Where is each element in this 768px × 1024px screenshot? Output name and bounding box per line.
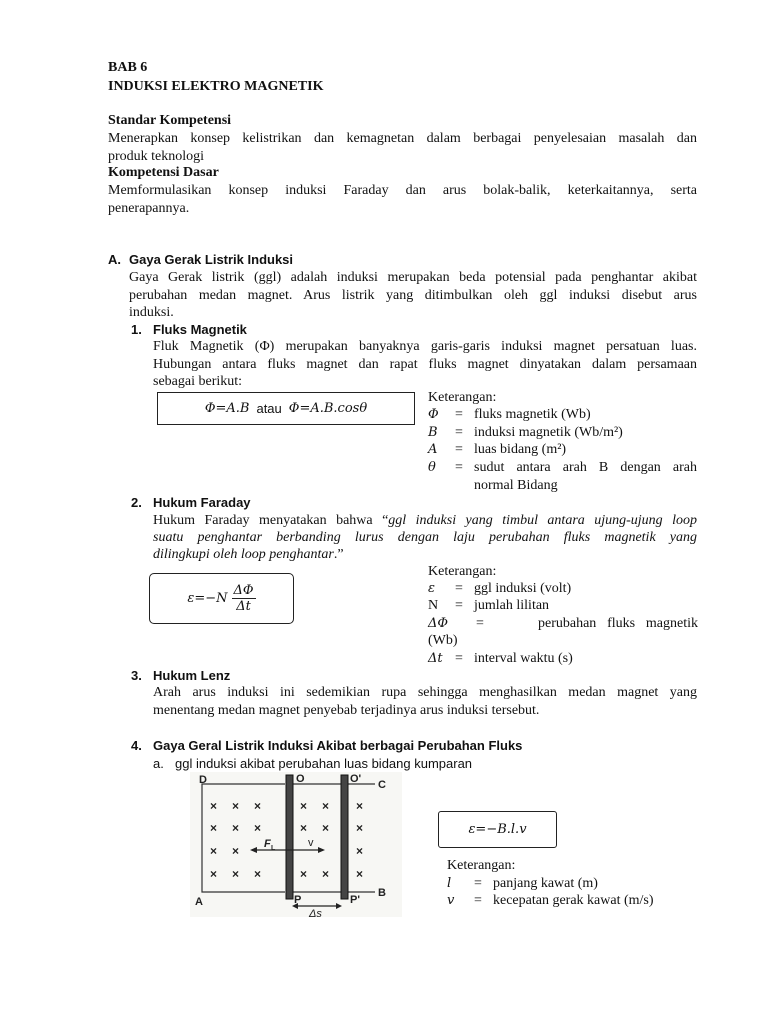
legend-symbol: B (428, 425, 438, 440)
label-force-sub: L (271, 845, 276, 852)
field-cross: × (254, 821, 262, 835)
s4-sub-label: a. (153, 756, 164, 771)
legend-text: jumlah lilitan (474, 598, 550, 613)
s3-line: menentang medan magnet penyebab terjadinya arus induksi tersebut. (153, 703, 540, 718)
s1-num: 1. (131, 322, 142, 337)
label-o: O (296, 773, 305, 785)
formula-lhs: ε=−N (187, 591, 228, 606)
s1-line: sebagai berikut: (153, 374, 243, 389)
s2-heading: Hukum Faraday (153, 495, 251, 510)
label-d: D (199, 774, 207, 786)
legend-text: sudut antara arah B dengan arah (474, 460, 697, 475)
field-cross: × (300, 821, 308, 835)
section-a-label: A. (108, 252, 121, 267)
standar-line: produk teknologi (108, 149, 205, 164)
s2-intro: Hukum Faraday menyatakan bahwa “ (153, 513, 389, 528)
rod-p (286, 775, 293, 899)
standar-line: Menerapkan konsep kelistrikan dan kemagnetan dalam berbagai penyelesaian masalah dan (108, 131, 697, 146)
s1-line: Hubungan antara fluks magnet dan rapat fluks magnet dinyatakan dalam persamaan (153, 357, 697, 372)
legend-text: perubahan fluks magnetik (538, 616, 698, 631)
s2-end: .” (333, 547, 344, 562)
label-velocity: v (308, 837, 314, 849)
s2-quote: suatu penghantar berbanding lurus dengan laju perubahan fluks magnetik yang (153, 530, 697, 545)
label-c: C (378, 779, 386, 791)
legend-row (428, 597, 698, 615)
legend-text: fluks magnetik (Wb) (474, 407, 591, 422)
formula-motional-emf: ε=−B.l.v (468, 822, 527, 837)
s4-heading: Gaya Geral Listrik Induksi Akibat berbagai Perubahan Fluks (153, 738, 523, 753)
flux-formula-box (157, 392, 415, 425)
legend-eq: = (474, 893, 482, 908)
motional-emf-formula-box (438, 811, 557, 848)
formula-denominator: Δt (236, 599, 251, 614)
formula-flux: Φ=A.B (204, 401, 250, 416)
field-cross: × (210, 821, 218, 835)
legend-eq: = (455, 425, 463, 440)
s1-line: Fluk Magnetik (Φ) merupakan banyaknya garis-garis induksi magnet persatuan luas. (153, 339, 697, 354)
rod-p-prime (341, 775, 348, 899)
legend-text: panjang kawat (m) (493, 876, 598, 891)
s2-line (153, 512, 697, 530)
s4-sub-text: ggl induksi akibat perubahan luas bidang kumparan (175, 756, 473, 771)
field-cross: × (356, 844, 364, 858)
legend-eq: = (455, 581, 463, 596)
legend-row (428, 650, 698, 668)
field-cross: × (356, 821, 364, 835)
legend-row (428, 580, 698, 598)
field-cross: × (232, 867, 240, 881)
section-a-heading: Gaya Gerak Listrik Induksi (129, 252, 294, 267)
legend-text: kecepatan gerak kawat (m/s) (493, 893, 654, 908)
label-p: P (294, 894, 302, 906)
field-cross: × (300, 867, 308, 881)
s2-quote: dilingkupi oleh loop penghantar (153, 547, 334, 562)
field-cross: × (210, 844, 218, 858)
section-a-line: perubahan medan magnet. Arus listrik yang ditimbulkan oleh ggl induksi disebut arus (129, 288, 697, 303)
field-cross: × (322, 867, 330, 881)
field-cross: × (232, 821, 240, 835)
legend-row (428, 406, 698, 424)
field-cross: × (356, 867, 364, 881)
label-force: F (264, 838, 271, 850)
label-o-prime: O' (350, 773, 362, 785)
chapter-title: INDUKSI ELEKTRO MAGNETIK (108, 79, 324, 94)
legend-row (447, 892, 707, 910)
field-cross: × (210, 799, 218, 813)
legend-symbol: θ (428, 460, 436, 475)
dasar-heading: Kompetensi Dasar (108, 165, 219, 180)
legend-row (428, 459, 698, 477)
formula-flux-cos: Φ=A.B.cosθ (288, 401, 368, 416)
legend-eq: = (455, 442, 463, 457)
field-cross: × (210, 867, 218, 881)
legend-text: induksi magnetik (Wb/m²) (474, 425, 623, 440)
s3-line: Arah arus induksi ini sedemikian rupa sehingga menghasilkan medan magnet yang (153, 685, 697, 700)
legend-row (447, 875, 707, 893)
legend-row (428, 424, 698, 442)
legend-symbol: l (447, 876, 452, 891)
formula-or: atau (256, 401, 282, 416)
legend-row (428, 615, 698, 633)
s2-line (153, 546, 344, 564)
field-cross: × (356, 799, 364, 813)
label-delta-s: Δs (309, 908, 322, 917)
faraday-formula-box (149, 573, 294, 624)
legend-symbol: N (428, 598, 439, 613)
field-cross: × (232, 799, 240, 813)
s2-num: 2. (131, 495, 142, 510)
legend-eq: = (476, 616, 484, 631)
legend-text-cont: (Wb) (428, 633, 458, 648)
formula-numerator: ΔΦ (233, 583, 254, 598)
legend-symbol: A (428, 442, 438, 457)
moving-rod-diagram (190, 772, 402, 917)
keterangan-title: Keterangan: (447, 858, 516, 873)
dasar-line: Memformulasikan konsep induksi Faraday dan arus bolak-balik, keterkaitannya, serta (108, 183, 697, 198)
s2-quote: ggl induksi yang timbul antara ujung-ujung loop (388, 513, 697, 528)
label-b: B (378, 887, 386, 899)
legend-text: ggl induksi (volt) (474, 581, 572, 596)
field-cross: × (322, 821, 330, 835)
section-a-line: Gaya Gerak listrik (ggl) adalah induksi merupakan beda potensial pada penghantar akibat (129, 270, 697, 285)
label-p-prime: P' (350, 894, 360, 906)
label-a: A (195, 896, 203, 908)
keterangan-title: Keterangan: (428, 564, 497, 579)
legend-eq: = (455, 598, 463, 613)
legend-symbol: ΔΦ (428, 616, 449, 631)
legend-text: interval waktu (s) (474, 651, 573, 666)
keterangan-title: Keterangan: (428, 390, 497, 405)
legend-eq: = (455, 460, 463, 475)
field-cross: × (322, 799, 330, 813)
s3-num: 3. (131, 668, 142, 683)
dasar-line: penerapannya. (108, 201, 190, 216)
s1-heading: Fluks Magnetik (153, 322, 247, 337)
section-a-line: induksi. (129, 305, 174, 320)
legend-row (428, 441, 698, 459)
legend-eq: = (455, 407, 463, 422)
legend-eq: = (474, 876, 482, 891)
legend-text: luas bidang (m²) (474, 442, 567, 457)
legend-symbol: v (447, 893, 455, 908)
field-cross: × (300, 799, 308, 813)
field-cross: × (254, 867, 262, 881)
legend-symbol: ε (428, 581, 435, 596)
field-cross: × (232, 844, 240, 858)
standar-heading: Standar Kompetensi (108, 113, 232, 128)
s3-heading: Hukum Lenz (153, 668, 231, 683)
legend-eq: = (455, 651, 463, 666)
legend-symbol: Φ (428, 407, 439, 422)
legend-text-cont: normal Bidang (474, 478, 558, 493)
s4-num: 4. (131, 738, 142, 753)
chapter-label: BAB 6 (108, 60, 148, 75)
legend-symbol: Δt (428, 651, 443, 666)
field-cross: × (254, 799, 262, 813)
